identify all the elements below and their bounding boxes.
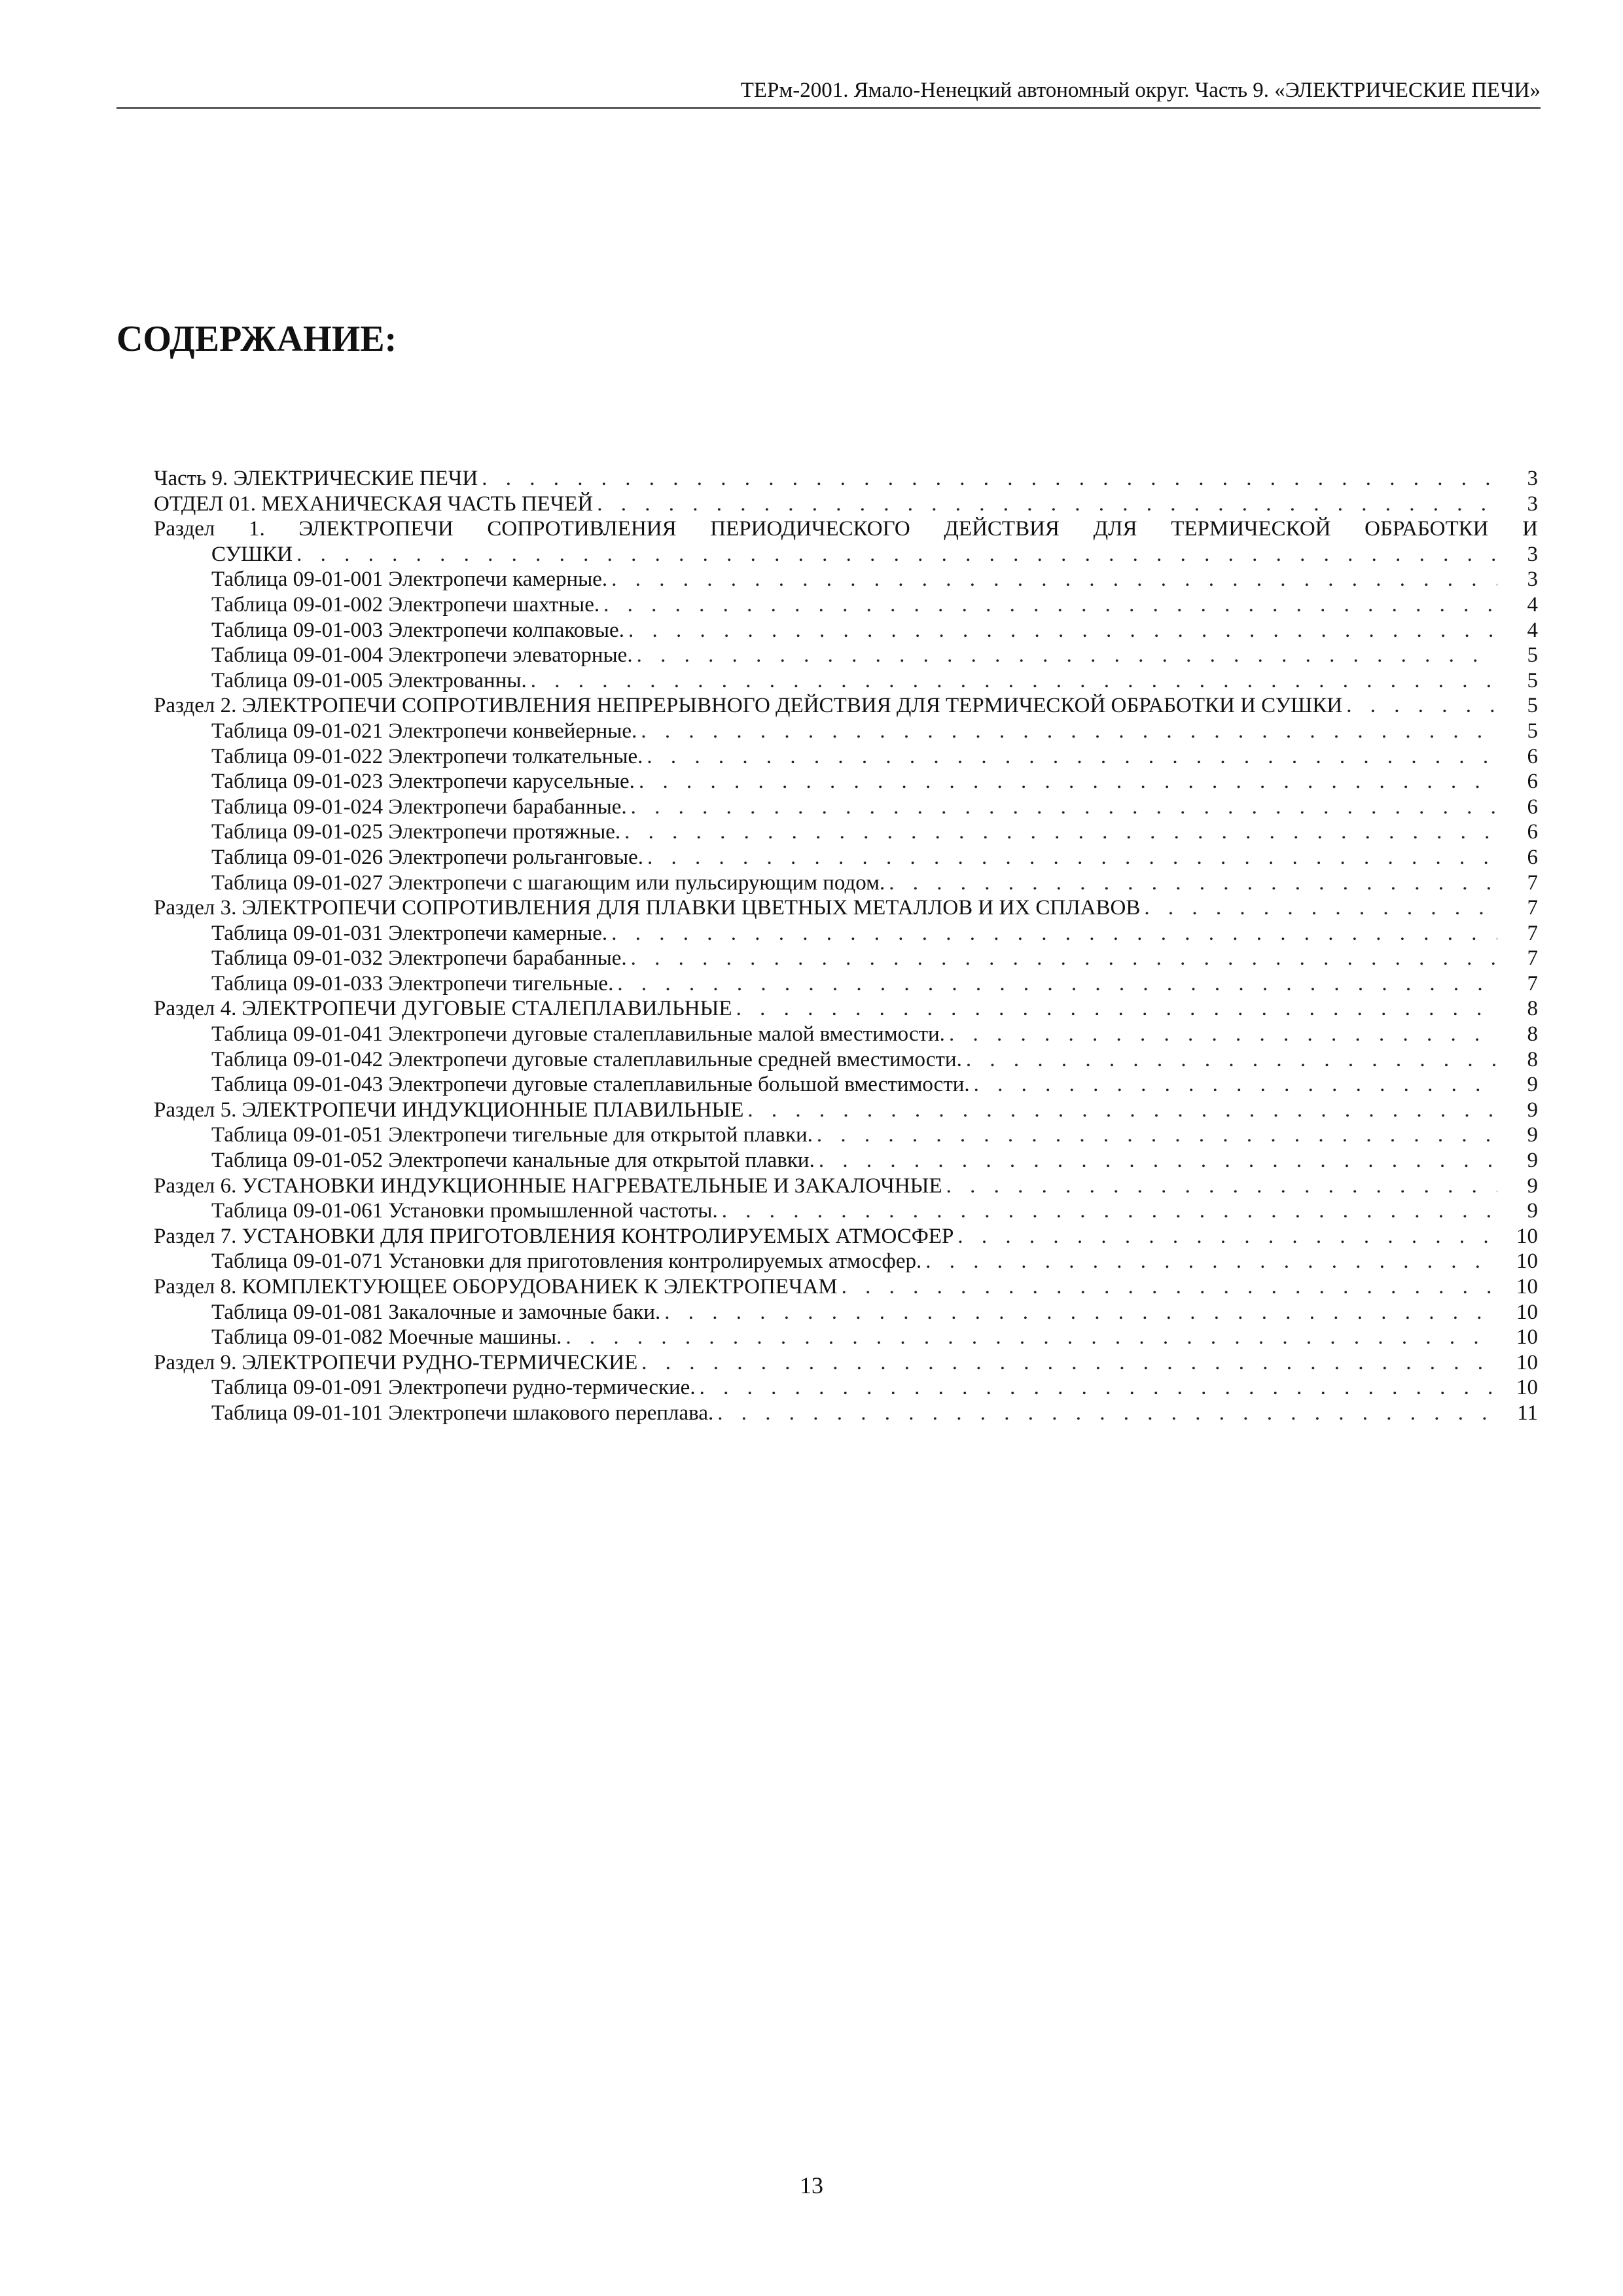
toc-entry-table-022[interactable] bbox=[154, 744, 1538, 770]
toc-page-number: 10 bbox=[1516, 1325, 1538, 1350]
toc-page-number: 4 bbox=[1527, 618, 1538, 642]
toc-entry-label: Таблица 09-01-101 Электропечи шлакового переплава. bbox=[211, 1401, 714, 1425]
toc-page-number: 7 bbox=[1527, 946, 1538, 971]
toc-page-number: 10 bbox=[1516, 1249, 1538, 1274]
toc-entry-label: Таблица 09-01-026 Электропечи рольганговые. bbox=[211, 845, 644, 869]
toc-entry-table-001[interactable] bbox=[154, 567, 1538, 592]
toc-leader-dots bbox=[631, 795, 1497, 820]
toc-leader-dots bbox=[639, 769, 1497, 795]
toc-entry-label: Часть 9. ЭЛЕКТРИЧЕСКИЕ ПЕЧИ bbox=[154, 467, 478, 490]
toc-page-number: 3 bbox=[1527, 492, 1538, 516]
toc-leader-dots bbox=[565, 1325, 1497, 1350]
toc-leader-dots bbox=[611, 567, 1497, 592]
toc-entry-label-cont: СУШКИ bbox=[211, 542, 293, 566]
toc-entry-part-9[interactable] bbox=[154, 466, 1538, 492]
toc-entry-label: Раздел 4. ЭЛЕКТРОПЕЧИ ДУГОВЫЕ СТАЛЕПЛАВИЛЬНЫЕ bbox=[154, 997, 732, 1021]
toc-entry-label: Таблица 09-01-081 Закалочные и замочные баки. bbox=[211, 1300, 661, 1324]
toc-page-number: 10 bbox=[1516, 1376, 1538, 1400]
toc-entry-label: ОТДЕЛ 01. МЕХАНИЧЕСКАЯ ЧАСТЬ ПЕЧЕЙ bbox=[154, 492, 594, 516]
toc-leader-dots bbox=[647, 744, 1497, 770]
toc-page-number: 7 bbox=[1527, 921, 1538, 945]
toc-entry-section-7[interactable] bbox=[154, 1224, 1538, 1249]
toc-entry-table-027[interactable] bbox=[154, 870, 1538, 896]
toc-leader-dots bbox=[624, 819, 1497, 845]
toc-page-number: 9 bbox=[1527, 1174, 1538, 1198]
toc-entry-table-003[interactable] bbox=[154, 618, 1538, 643]
toc-page-number: 6 bbox=[1527, 795, 1538, 819]
toc-leader-dots bbox=[296, 542, 1497, 567]
toc-entry-label: Таблица 09-01-025 Электропечи протяжные. bbox=[211, 820, 621, 844]
toc-leader-dots bbox=[842, 1274, 1497, 1300]
toc-page-number: 6 bbox=[1527, 845, 1538, 869]
toc-entry-table-023[interactable] bbox=[154, 769, 1538, 795]
toc-leader-dots bbox=[819, 1148, 1497, 1174]
toc-page-number: 4 bbox=[1527, 592, 1538, 617]
toc-page-number: 3 bbox=[1527, 567, 1538, 592]
toc-entry-label: Таблица 09-01-022 Электропечи толкательные. bbox=[211, 744, 643, 768]
toc-page-number: 9 bbox=[1527, 1199, 1538, 1223]
toc-entry-table-026[interactable] bbox=[154, 845, 1538, 870]
toc-leader-dots bbox=[531, 668, 1497, 694]
toc-page-number: 10 bbox=[1516, 1300, 1538, 1324]
toc-entry-table-082[interactable] bbox=[154, 1325, 1538, 1350]
toc-leader-dots bbox=[641, 719, 1497, 744]
page-number: 13 bbox=[800, 2172, 823, 2198]
toc-entry-label: Таблица 09-01-031 Электропечи камерные. bbox=[211, 921, 608, 945]
toc-entry-label: Таблица 09-01-003 Электропечи колпаковые. bbox=[211, 618, 624, 642]
toc-entry-label: Таблица 09-01-023 Электропечи карусельные. bbox=[211, 770, 635, 794]
toc-page-number: 6 bbox=[1527, 770, 1538, 794]
toc-entry-label: Таблица 09-01-043 Электропечи дуговые сталеплавильные большой вместимости. bbox=[211, 1073, 970, 1097]
toc-entry-table-041[interactable] bbox=[154, 1022, 1538, 1047]
toc-page-number: 5 bbox=[1527, 643, 1538, 668]
toc-entry-table-042[interactable] bbox=[154, 1047, 1538, 1073]
toc-leader-dots bbox=[617, 971, 1497, 997]
toc-page-number: 10 bbox=[1516, 1350, 1538, 1374]
toc-entry-label: Раздел 9. ЭЛЕКТРОПЕЧИ РУДНО-ТЕРМИЧЕСКИЕ bbox=[154, 1350, 638, 1374]
toc-entry-label: Таблица 09-01-001 Электропечи камерные. bbox=[211, 567, 608, 592]
toc-page-number: 6 bbox=[1527, 820, 1538, 844]
toc-leader-dots bbox=[722, 1198, 1497, 1224]
toc-entry-section-8[interactable] bbox=[154, 1274, 1538, 1300]
toc-entry-label: Раздел 8. КОМПЛЕКТУЮЩЕЕ ОБОРУДОВАНИЕК К ЭЛЕКТРОПЕЧАМ bbox=[154, 1275, 838, 1299]
toc-entry-section-9[interactable] bbox=[154, 1350, 1538, 1376]
toc-leader-dots bbox=[641, 1350, 1497, 1376]
toc-page-number: 8 bbox=[1527, 1047, 1538, 1071]
toc-page-number: 8 bbox=[1527, 997, 1538, 1021]
toc-entry-label: Таблица 09-01-033 Электропечи тигельные. bbox=[211, 971, 614, 996]
toc-entry-label: Таблица 09-01-051 Электропечи тигельные для открытой плавки. bbox=[211, 1123, 813, 1147]
toc-entry-table-004[interactable] bbox=[154, 643, 1538, 668]
toc-entry-section-3[interactable] bbox=[154, 895, 1538, 921]
toc-entry-label: Раздел 5. ЭЛЕКТРОПЕЧИ ИНДУКЦИОННЫЕ ПЛАВИЛЬНЫЕ bbox=[154, 1098, 744, 1122]
toc-page-number: 3 bbox=[1527, 542, 1538, 566]
toc-leader-dots bbox=[946, 1174, 1497, 1199]
toc-entry-label: Таблица 09-01-071 Установки для приготовления контролируемых атмосфер. bbox=[211, 1249, 922, 1274]
toc-entry-section-5[interactable] bbox=[154, 1098, 1538, 1123]
toc-page-number: 3 bbox=[1527, 467, 1538, 490]
toc-page-number: 5 bbox=[1527, 694, 1538, 718]
toc-leader-dots bbox=[817, 1122, 1497, 1148]
toc-entry-label: Таблица 09-01-052 Электропечи канальные для открытой плавки. bbox=[211, 1149, 815, 1173]
toc-entry-table-025[interactable] bbox=[154, 819, 1538, 845]
toc-page-number: 7 bbox=[1527, 870, 1538, 895]
table-of-contents bbox=[154, 466, 1538, 1426]
toc-entry-label: Таблица 09-01-002 Электропечи шахтные. bbox=[211, 592, 600, 617]
toc-entry-label: Таблица 09-01-021 Электропечи конвейерные. bbox=[211, 719, 637, 743]
toc-leader-dots bbox=[603, 592, 1497, 618]
toc-entry-label: Таблица 09-01-042 Электропечи дуговые сталеплавильные средней вместимости. bbox=[211, 1047, 962, 1071]
toc-entry-section-6[interactable] bbox=[154, 1174, 1538, 1199]
toc-page-number: 5 bbox=[1527, 668, 1538, 692]
toc-entry-label: Раздел 1. ЭЛЕКТРОПЕЧИ СОПРОТИВЛЕНИЯ ПЕРИОДИЧЕСКОГО ДЕЙСТВИЯ ДЛЯ ТЕРМИЧЕСКОЙ ОБРАБОТКИ И bbox=[154, 517, 1538, 541]
toc-page-number: 9 bbox=[1527, 1123, 1538, 1147]
toc-entry-table-002[interactable] bbox=[154, 592, 1538, 618]
toc-entry-table-052[interactable] bbox=[154, 1148, 1538, 1174]
toc-entry-table-024[interactable] bbox=[154, 795, 1538, 820]
toc-entry-label: Таблица 09-01-091 Электропечи рудно-термические. bbox=[211, 1376, 696, 1400]
toc-entry-label: Таблица 09-01-024 Электропечи барабанные. bbox=[211, 795, 627, 819]
toc-leader-dots bbox=[889, 870, 1497, 896]
toc-leader-dots bbox=[736, 996, 1497, 1022]
toc-entry-table-032[interactable] bbox=[154, 946, 1538, 971]
page-title: СОДЕРЖАНИЕ: bbox=[116, 319, 397, 359]
toc-page-number: 9 bbox=[1527, 1073, 1538, 1097]
toc-entry-table-033[interactable] bbox=[154, 971, 1538, 997]
toc-entry-label: Таблица 09-01-061 Установки промышленной частоты. bbox=[211, 1199, 718, 1223]
toc-leader-dots bbox=[966, 1047, 1497, 1073]
toc-entry-table-005[interactable] bbox=[154, 668, 1538, 694]
toc-leader-dots bbox=[957, 1224, 1497, 1249]
toc-page-number: 10 bbox=[1516, 1224, 1538, 1248]
toc-leader-dots bbox=[1144, 895, 1497, 921]
toc-page-number: 9 bbox=[1527, 1098, 1538, 1122]
toc-entry-table-021[interactable] bbox=[154, 719, 1538, 744]
toc-page-number: 8 bbox=[1527, 1022, 1538, 1047]
toc-entry-label: Таблица 09-01-027 Электропечи с шагающим или пульсирующим подом. bbox=[211, 870, 885, 895]
toc-page-number: 5 bbox=[1527, 719, 1538, 743]
toc-leader-dots bbox=[597, 492, 1497, 517]
toc-leader-dots bbox=[628, 618, 1497, 643]
toc-leader-dots bbox=[949, 1022, 1497, 1047]
toc-entry-table-071[interactable] bbox=[154, 1249, 1538, 1274]
toc-entry-label: Раздел 2. ЭЛЕКТРОПЕЧИ СОПРОТИВЛЕНИЯ НЕПРЕРЫВНОГО ДЕЙСТВИЯ ДЛЯ ТЕРМИЧЕСКОЙ ОБРАБОТКИ И СУШКИ bbox=[154, 694, 1343, 718]
toc-entry-table-091[interactable] bbox=[154, 1375, 1538, 1401]
toc-leader-dots bbox=[974, 1072, 1497, 1098]
toc-entry-label: Раздел 7. УСТАНОВКИ ДЛЯ ПРИГОТОВЛЕНИЯ КОНТРОЛИРУЕМЫХ АТМОСФЕР bbox=[154, 1224, 954, 1248]
toc-leader-dots bbox=[747, 1098, 1497, 1123]
toc-leader-dots bbox=[637, 643, 1497, 668]
toc-entry-table-081[interactable] bbox=[154, 1300, 1538, 1325]
toc-entry-label: Таблица 09-01-004 Электропечи элеваторные. bbox=[211, 643, 633, 668]
toc-entry-table-061[interactable] bbox=[154, 1198, 1538, 1224]
toc-entry-label: Раздел 3. ЭЛЕКТРОПЕЧИ СОПРОТИВЛЕНИЯ ДЛЯ ПЛАВКИ ЦВЕТНЫХ МЕТАЛЛОВ И ИХ СПЛАВОВ bbox=[154, 896, 1141, 920]
toc-entry-table-043[interactable] bbox=[154, 1072, 1538, 1098]
toc-page-number: 9 bbox=[1527, 1149, 1538, 1173]
toc-entry-section-2[interactable] bbox=[154, 693, 1538, 719]
toc-leader-dots bbox=[717, 1401, 1497, 1426]
toc-entry-table-101[interactable] bbox=[154, 1401, 1538, 1426]
toc-leader-dots bbox=[611, 921, 1497, 946]
toc-entry-label: Таблица 09-01-082 Моечные машины. bbox=[211, 1325, 562, 1350]
toc-entry-dept-01[interactable] bbox=[154, 492, 1538, 517]
toc-leader-dots bbox=[925, 1249, 1497, 1274]
toc-entry-label: Раздел 6. УСТАНОВКИ ИНДУКЦИОННЫЕ НАГРЕВАТЕЛЬНЫЕ И ЗАКАЛОЧНЫЕ bbox=[154, 1174, 942, 1198]
toc-leader-dots bbox=[647, 845, 1497, 870]
toc-entry-table-031[interactable] bbox=[154, 921, 1538, 946]
toc-page-number: 7 bbox=[1527, 896, 1538, 920]
toc-entry-label: Таблица 09-01-032 Электропечи барабанные. bbox=[211, 946, 627, 971]
toc-page-number: 7 bbox=[1527, 971, 1538, 996]
toc-entry-label: Таблица 09-01-041 Электропечи дуговые сталеплавильные малой вместимости. bbox=[211, 1022, 945, 1047]
toc-leader-dots bbox=[664, 1300, 1497, 1325]
toc-leader-dots bbox=[482, 466, 1497, 492]
toc-leader-dots bbox=[1346, 693, 1497, 719]
toc-entry-label: Таблица 09-01-005 Электрованны. bbox=[211, 668, 527, 692]
toc-leader-dots bbox=[631, 946, 1497, 971]
toc-page-number: 10 bbox=[1516, 1275, 1538, 1299]
toc-page-number: 11 bbox=[1517, 1401, 1538, 1425]
toc-leader-dots bbox=[700, 1375, 1497, 1401]
header-text: ТЕРм-2001. Ямало-Ненецкий автономный округ. Часть 9. «ЭЛЕКТРИЧЕСКИЕ ПЕЧИ» bbox=[740, 79, 1541, 102]
toc-entry-continuation bbox=[154, 542, 1538, 567]
toc-entry-table-051[interactable] bbox=[154, 1122, 1538, 1148]
toc-page-number: 6 bbox=[1527, 744, 1538, 768]
toc-entry-section-4[interactable] bbox=[154, 996, 1538, 1022]
toc-entry-section-1[interactable] bbox=[154, 516, 1538, 567]
toc-entry-wrap bbox=[154, 516, 1538, 567]
running-header bbox=[116, 71, 1541, 109]
